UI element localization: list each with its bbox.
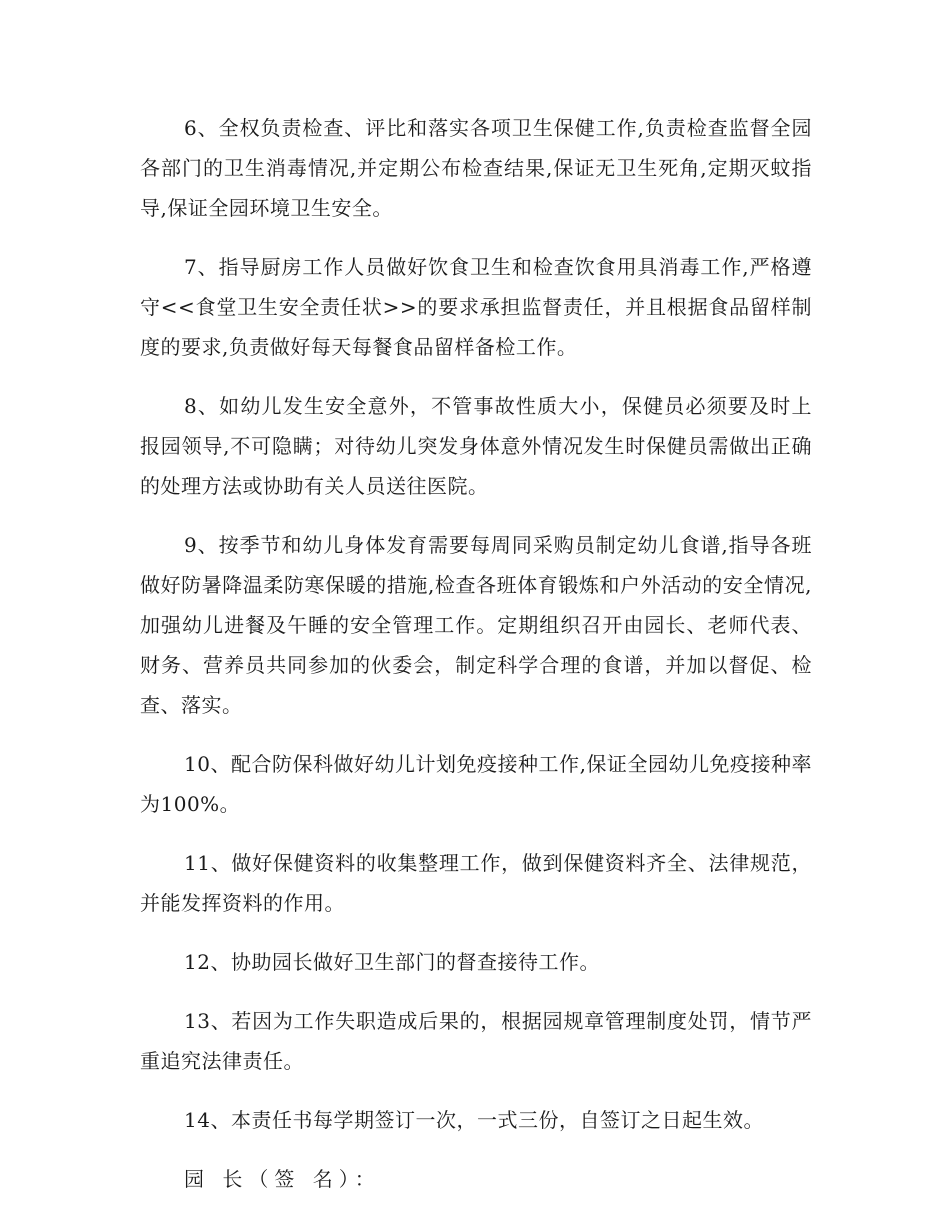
clause-11: 11、做好保健资料的收集整理工作，做到保健资料齐全、法律规范，并能发挥资料的作用。 [140, 851, 812, 915]
clause-10: 10、配合防保科做好幼儿计划免疫接种工作,保证全园幼儿免疫接种率为100%。 [140, 752, 812, 816]
clause-8: 8、如幼儿发生安全意外，不管事故性质大小，保健员必须要及时上报园领导,不可隐瞒；对待幼儿突发身体意外情况发生时保健员需做出正确的处理方法或协助有关人员送往医院。 [140, 394, 812, 498]
principal-signature-label: 园 长（签 名）： [184, 1167, 381, 1191]
clause-7: 7、指导厨房工作人员做好饮食卫生和检查饮食用具消毒工作,严格遵守<<食堂卫生安全责任状>>的要求承担监督责任，并且根据食品留样制度的要求,负责做好每天每餐食品留样备检工作。 [140, 255, 812, 359]
document-body [140, 108, 812, 1199]
clause-14: 14、本责任书每学期签订一次，一式三份，自签订之日起生效。 [184, 1108, 764, 1132]
clause-13: 13、若因为工作失职造成后果的，根据园规章管理制度处罚，情节严重追究法律责任。 [140, 1009, 812, 1073]
clause-9: 9、按季节和幼儿身体发育需要每周同采购员制定幼儿食谱,指导各班做好防暑降温柔防寒保暖的措施,检查各班体育锻炼和户外活动的安全情况,加强幼儿进餐及午睡的安全管理工作。定期组织召开由园长、老师代表、财务、营养员共同参加的伙委会，制定科学合理的食谱，并加以督促、检查、落实。 [140, 533, 812, 717]
clause-6: 6、全权负责检查、评比和落实各项卫生保健工作,负责检查监督全园各部门的卫生消毒情况,并定期公布检查结果,保证无卫生死角,定期灭蚊指导,保证全园环境卫生安全。 [140, 116, 812, 220]
clause-12: 12、协助园长做好卫生部门的督查接待工作。 [184, 950, 600, 974]
